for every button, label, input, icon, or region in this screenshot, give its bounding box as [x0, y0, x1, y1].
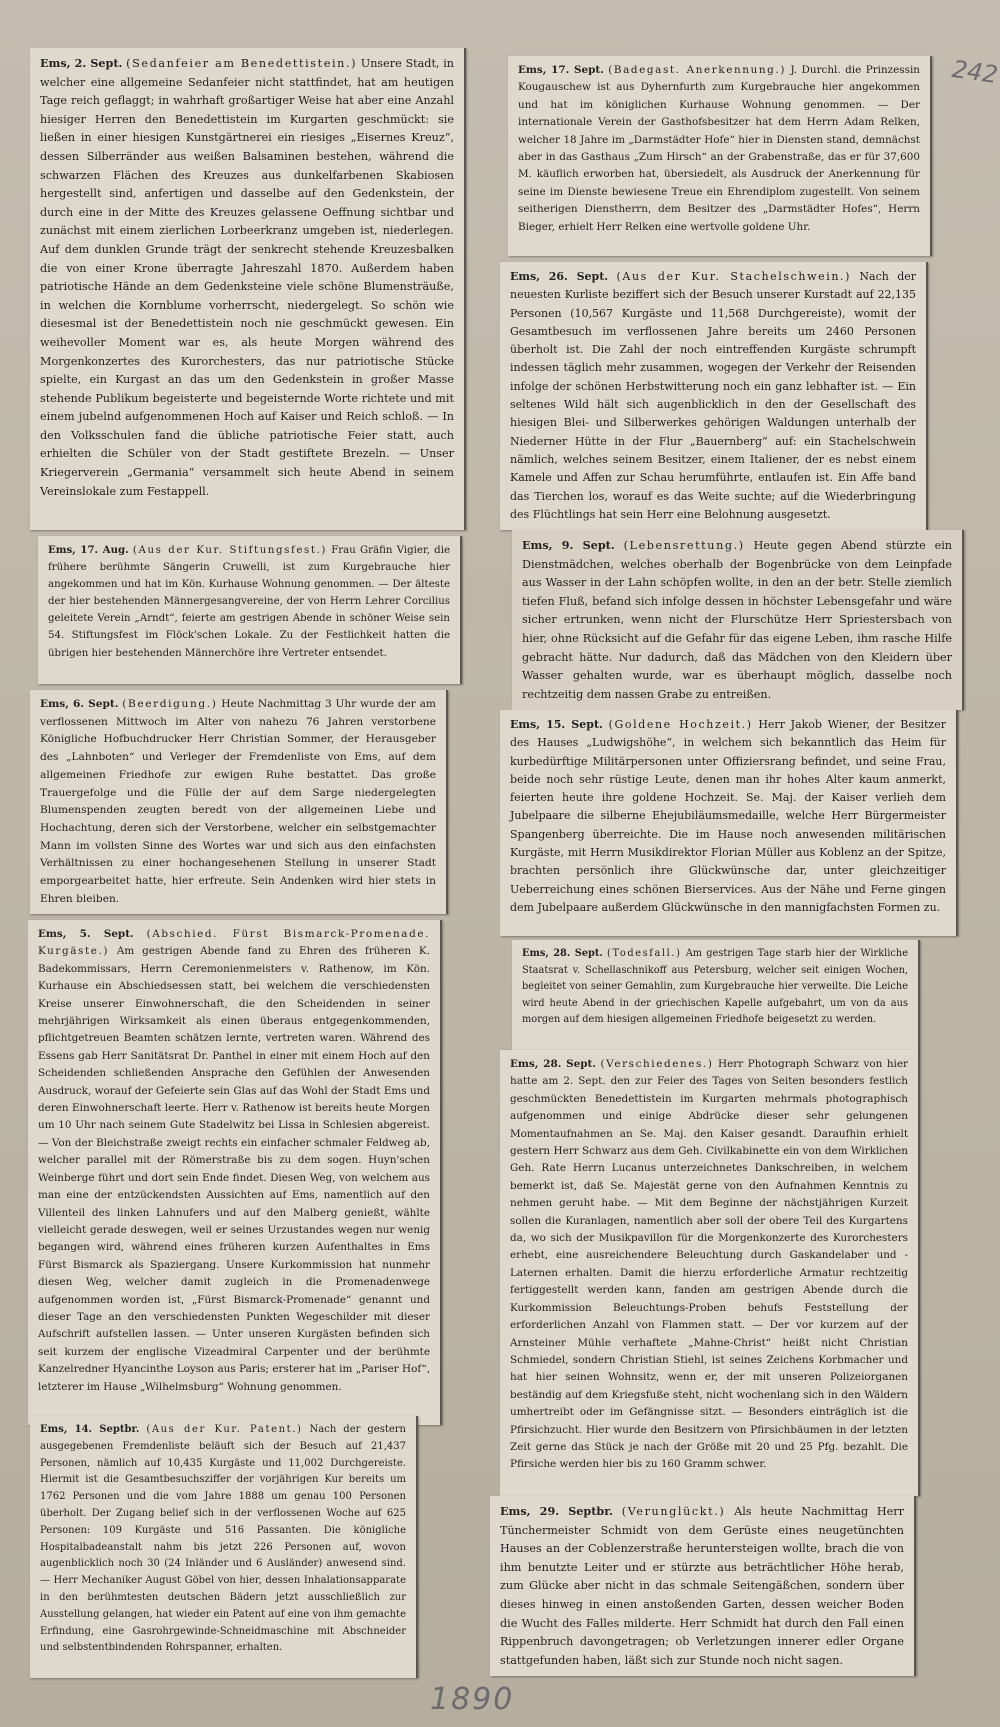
clipping-abschied	[28, 920, 442, 1425]
clipping-topic: (Verunglückt.)	[621, 1505, 726, 1518]
clipping-topic: (Aus der Kur. Stachelschwein.)	[616, 270, 852, 283]
clipping-body	[522, 946, 908, 1029]
clipping-body	[40, 1422, 406, 1657]
clipping-verunglueckt	[490, 1496, 916, 1676]
clipping-topic: (Abschied. Fürst Bismarck-Promenade. Kurgäste.)	[38, 928, 430, 958]
clipping-heading: Ems, 29. Septbr.	[500, 1504, 613, 1518]
clipping-heading: Ems, 9. Sept.	[522, 538, 615, 552]
clipping-body	[510, 268, 916, 524]
clipping-topic: (Todesfall.)	[607, 948, 682, 959]
clipping-heading: Ems, 14. Septbr.	[40, 1424, 140, 1435]
clipping-heading: Ems, 15. Sept.	[510, 718, 603, 731]
clipping-heading: Ems, 28. Sept.	[510, 1058, 596, 1070]
clipping-body	[40, 696, 436, 908]
clipping-topic: (Badegast. Anerkennung.)	[608, 64, 786, 76]
clipping-text: Frau Gräfin Vigier, die frühere berühmte Sängerin Cruwelli, ist zum Kurgebrauche hier angekommen und hat im Kön. Kurhause Wohnung genommen. — Der älteste der hier bestehenden Männergesangvereine, der von Herrn Lehrer Corcilius geleitete Verein „Arndt“, feierte am gestrigen Abende in schöner Weise sein 54. Stiftungsfest im Flöck'schen Lokale. Zu der Festlichkeit hatten die übrigen hier bestehenden Männerchöre ihre Vertreter entsendet.	[48, 545, 450, 659]
clipping-lebensrettung	[512, 530, 964, 710]
clipping-topic: (Aus der Kur. Patent.)	[146, 1424, 303, 1435]
clipping-stachelschwein	[500, 262, 928, 530]
clipping-topic: (Goldene Hochzeit.)	[608, 718, 753, 731]
clipping-body	[510, 1056, 908, 1474]
clipping-heading: Ems, 26. Sept.	[510, 270, 609, 283]
clipping-body	[48, 542, 450, 662]
clipping-patent	[30, 1416, 418, 1678]
clipping-body	[38, 926, 430, 1396]
clipping-topic: (Beerdigung.)	[122, 698, 218, 710]
page-number-annotation: 242	[950, 54, 1000, 90]
clipping-text: Als heute Nachmittag Herr Tünchermeister Schmidt von dem Gerüste eines neugetünchten Hauses an der Coblenzerstraße heruntersteigen wollte, brach die von ihm benutzte Leiter und er stürzte aus beträchtlicher Höhe herab, zum Glücke aber nicht in das schmale Seitengäßchen, sondern über dieses hinweg in einen anstoßenden Garten, dessen weicher Boden die Wucht des Falles milderte. Herr Schmidt hat durch den Fall einen Rippenbruch davongetragen; ob Verletzungen innerer edler Organe stattgefunden haben, läßt sich zur Stunde noch nicht sagen.	[500, 1505, 904, 1667]
clipping-heading: Ems, 2. Sept.	[40, 56, 123, 70]
clipping-beerdigung	[30, 690, 448, 914]
clipping-body	[510, 716, 946, 917]
year-annotation: 1890	[430, 1682, 515, 1717]
clipping-heading: Ems, 17. Sept.	[518, 64, 604, 76]
clipping-heading: Ems, 6. Sept.	[40, 698, 119, 710]
clipping-stiftungsfest	[38, 536, 462, 684]
clipping-body	[40, 54, 454, 501]
clipping-text: Heute gegen Abend stürzte ein Dienstmädchen, welches oberhalb der Bogenbrücke von dem Leinpfade aus Wasser in der Lahn schöpfen wollte, in den an der betr. Stelle ziemlich tiefen Fluß, befand sich infolge dessen in höchster Lebensgefahr und wäre sicher ertrunken, wenn nicht der Flurschütze Herr Spriestersbach von hier, ohne Rücksicht auf die Gefahr für das eigene Leben, ihm rasche Hilfe gebracht hätte. Nur dadurch, daß das Mädchen von den Kleidern über Wasser gehalten wurde, war es überhaupt möglich, dasselbe noch rechtzeitig dem nassen Grabe zu entreißen.	[522, 539, 952, 701]
clipping-body	[500, 1502, 904, 1670]
clipping-sedanfeier	[30, 48, 466, 530]
clipping-heading: Ems, 5. Sept.	[38, 928, 134, 940]
clipping-verschiedenes	[500, 1050, 920, 1496]
clipping-text: Am gestrigen Tage starb hier der Wirkliche Staatsrat v. Schellaschnikoff aus Petersburg, welcher seit einigen Wochen, begleitet von seiner Gemahlin, zum Kurgebrauche hier verweilte. Die Leiche wird heute Abend in der griechischen Kapelle aufgebahrt, um von da aus morgen auf dem hiesigen allgemeinen Friedhofe beigesetzt zu werden.	[522, 948, 908, 1025]
clipping-hochzeit	[500, 710, 958, 936]
clipping-heading: Ems, 28. Sept.	[522, 948, 603, 959]
clipping-topic: (Aus der Kur. Stiftungsfest.)	[132, 545, 327, 556]
clipping-body	[522, 536, 952, 704]
clipping-text: Herr Jakob Wiener, der Besitzer des Hauses „Ludwigshöhe“, in welchem sich bekanntlich das Heim für kurbedürftige Militärpersonen unter Offiziersrang befindet, und seine Frau, beide noch sehr rüstige Leute, denen man ihr hohes Alter kaum anmerkt, feierten heute ihre goldene Hochzeit. Se. Maj. der Kaiser verlieh dem Jubelpaare die silberne Ehejubiläumsmedaille, welche Herr Bürgermeister Spangenberg überreichte. Die im Hause noch anwesenden militärischen Kurgäste, mit Herrn Musikdirektor Florian Müller aus Koblenz an der Spitze, brachten persönlich ihre Glückwünsche dar, unter gleichzeitiger Ueberreichung eines schönen Bierservices. Aus der Nähe und Ferne gingen dem Jubelpaare außerdem Glückwünsche in den mannigfachsten Formen zu.	[510, 718, 946, 914]
clipping-text: Am gestrigen Abende fand zu Ehren des früheren K. Badekommissars, Herrn Ceremonienmeisters v. Rathenow, im Kön. Kurhause ein Abschiedsessen statt, bei welchem die verschiedensten Kreise unserer Einwohnerschaft, die den Scheidenden in seiner mehrjährigen Wirksamkeit als einen überaus entgegenkommenden, pflichtgetreuen Beamten schätzen lernte, vertreten waren. Während des Essens gab Herr Sanitätsrat Dr. Panthel in einer mit einem Hoch auf den Scheidenden schließenden Ansprache den Gefühlen der Anwesenden Ausdruck, worauf der Gefeierte sein Glas auf das Wohl der Stadt Ems und deren Einwohnerschaft leerte. Herr v. Rathenow ist bereits heute Morgen um 10 Uhr nach seinem Gute Stadelwitz bei Lissa in Schlesien abgereist. — Von der Bleichstraße zweigt rechts ein einfacher schmaler Feldweg ab, welcher parallel mit der Römerstraße bis zu dem sogen. Huyn'schen Weinberge führt und dort sein Ende findet. Diesen Weg, von welchem aus man eine der entzückendsten Aussichten auf Ems, namentlich auf den Villenteil des linken Lahnufers und auf den Malberg genießt, wählte vielleicht gerade deswegen, weil er seines Urzustandes wegen nur wenig begangen wird, während eines früheren kurzen Aufenthaltes in Ems Fürst Bismarck als Spaziergang. Unsere Kurkommission hat nunmehr diesen Weg, welcher damit zugleich in die Promenadenwege aufgenommen worden ist, „Fürst Bismarck-Promenade“ genannt und dieser Tage an den verschiedensten Punkten Wegeschilder mit dieser Aufschrift aufstellen lassen. — Unter unseren Kurgästen befinden sich seit kurzem der englische Vizeadmiral Carpenter und der berühmte Kanzelredner Hyancinthe Loyson aus Paris; ersterer hat im „Pariser Hof“, letzterer im Hause „Wilhelmsburg“ Wohnung genommen.	[38, 945, 430, 1393]
clipping-topic: (Verschiedenes.)	[600, 1058, 714, 1070]
clipping-body	[518, 62, 920, 236]
clipping-text: Heute Nachmittag 3 Uhr wurde der am verflossenen Mittwoch im Alter von nahezu 76 Jahren verstorbene Königliche Hofbuchdrucker Herr Christian Sommer, der Herausgeber des „Lahnboten“ und Verleger der Fremdenliste von Ems, auf dem allgemeinen Friedhofe zur ewigen Ruhe bestattet. Das große Trauergefolge und die Fülle der auf dem Sarge niedergelegten Blumenspenden zeugten beredt von der allgemeinen Liebe und Hochachtung, deren sich der Verstorbene, welcher ein selbstgemachter Mann im vollsten Sinne des Wortes war und sich aus den einfachsten Verhältnissen zu einer hochangesehenen Stellung in unserer Stadt emporgearbeitet hatte, hier erfreute. Sein Andenken wird hier stets in Ehren bleiben.	[40, 698, 436, 905]
clipping-text: Nach der neuesten Kurliste beziffert sich der Besuch unserer Kurstadt auf 22,135 Personen (10,567 Kurgäste und 11,568 Durchgereiste), womit der Gesamtbesuch im verflossenen Jahre bereits um 2460 Personen überholt ist. Die Zahl der noch eintreffenden Kurgäste schrumpft indessen täglich mehr zusammen, wogegen der Verkehr der Reisenden infolge der schönen Herbstwitterung noch ein ganz lebhafter ist. — Ein seltenes Wild hält sich augenblicklich in den der Gesellschaft des hiesigen Blei- und Silberwerkes gehörigen Waldungen unterhalb der Niederner Hütte in der Flur „Bauernberg“ auf: ein Stachelschwein nämlich, welches seinem Besitzer, einem Italiener, der es nebst einem Kamele und Affen zur Schau herumführte, entlaufen ist. Ein Affe band das Tierchen los, worauf es das Weite suchte; auf die Wiederbringung des Flüchtlings hat sein Herr eine Belohnung ausgesetzt.	[510, 270, 916, 521]
clipping-todesfall	[512, 940, 920, 1050]
clipping-badegast	[508, 56, 932, 256]
clipping-topic: (Sedanfeier am Benedettistein.)	[126, 57, 358, 70]
clipping-text: Nach der gestern ausgegebenen Fremdenliste beläuft sich der Besuch auf 21,437 Personen, nämlich auf 10,435 Kurgäste und 11,002 Durchgereiste. Hiermit ist die Gesamtbesuchsziffer der vorjährigen Kur bereits um 1762 Personen und die vom Jahre 1888 um genau 100 Personen überholt. Der Zugang belief sich in der verflossenen Woche auf 625 Personen: 109 Kurgäste und 516 Passanten. Die königliche Hospitalbadeanstalt nahm bis jetzt 226 Personen auf, wovon augenblicklich noch 30 (24 Inländer und 6 Ausländer) anwesend sind. — Herr Mechaniker August Göbel von hier, dessen Inhalationsapparate in den berühmtesten deutschen Bädern jetzt ausschließlich zur Ausstellung gelangen, hat wieder ein Patent auf eine von ihm gemachte Erfindung, eine Gasrohrgewinde-Schneidmaschine mit Abschneider und selbstentbindenden Rohrspanner, erhalten.	[40, 1424, 406, 1654]
clipping-text: J. Durchl. die Prinzessin Kougauschew ist aus Dyhernfurth zum Kurgebrauche hier angekommen und hat im königlichen Kurhause Wohnung genommen. — Der internationale Verein der Gasthofsbesitzer hat dem Herrn Adam Relken, welcher 18 Jahre im „Darmstädter Hofe“ hier in Diensten stand, demnächst aber in das Gasthaus „Zum Hirsch“ an der Grabenstraße, das er für 37,600 M. käuflich erworben hat, übersiedelt, als Ausdruck der Anerkennung für seine im Dienste bewiesene Treue ein Ehrendiplom zugestellt. Von seinem seitherigen Dienstherrn, dem Besitzer des „Darmstädter Hofes“, Herrn Bieger, erhielt Herr Relken eine wertvolle goldene Uhr.	[518, 64, 920, 233]
clipping-heading: Ems, 17. Aug.	[48, 544, 129, 556]
clipping-text: Herr Photograph Schwarz von hier hatte am 2. Sept. den zur Feier des Tages von Seiten besonders festlich geschmückten Benedettistein im Kurgarten mehrmals photographisch aufgenommen und einige Abdrücke dieser sehr gelungenen Momentaufnahmen an Se. Maj. den Kaiser gesandt. Daraufhin erhielt gestern Herr Schwarz aus dem Geh. Civilkabinette ein von dem Wirklichen Geh. Rate Herrn Lucanus unterzeichnetes Dankschreiben, in welchem bemerkt ist, daß Se. Majestät gerne von den Aufnahmen Kenntnis zu nehmen geruht habe. — Mit dem Beginne der nächstjährigen Kurzeit sollen die Kuranlagen, namentlich aber soll der obere Teil des Kurgartens da, wo sich der Musikpavillon für die Morgenkonzerte des Kurorchesters erhebt, eine ausreichendere Beleuchtung durch Gaskandelaber und -Laternen erhalten. Damit die hierzu erforderliche Armatur rechtzeitig fertiggestellt werden kann, fanden am gestrigen Abende durch die Kurkommission Beleuchtungs-Proben behufs Feststellung der erforderlichen Anzahl von Flammen statt. — Der vor kurzem auf der Arnsteiner Mühle verhaftete „Mahne-Christ“ heißt nicht Christian Schmiedel, sondern Christian Stiehl, ist seines Zeichens Korbmacher und hat hier seinen Wohnsitz, wenn er, der mit unseren Polizeiorganen beständig auf dem Kriegsfuße steht, nicht wochenlang sich in den Wäldern umhertreibt oder im Gefängnisse sitzt. — Besonders einträglich ist die Pfirsichzucht. Hier wurde den Besitzern von Pfirsichbäumen in der letzten Zeit gerne das Stück je nach der Größe mit 20 und 25 Pfg. bezahlt. Die Pfirsiche werden hier bis zu 160 Gramm schwer.	[510, 1058, 908, 1471]
clipping-topic: (Lebensrettung.)	[623, 539, 745, 552]
clipping-text: Unsere Stadt, in welcher eine allgemeine Sedanfeier nicht stattfindet, hat am heutigen Tage reich geflaggt; in wahrhaft großartiger Weise hat aber eine Anzahl hiesiger Herren den Benedettistein im Kurgarten geschmückt: sie ließen in einer hiesigen Kunstgärtnerei ein riesiges „Eisernes Kreuz“, dessen Silberränder aus weißen Balsaminen bestehen, während die schwarzen Flächen des Kreuzes aus dunkelfarbenen Skabiosen hergestellt sind, anfertigen und dasselbe auf den Gedenkstein, der durch eine in der Mitte des Kreuzes gelassene Oeffnung sichtbar und zunächst mit einem zierlichen Lorbeerkranz umgeben ist, niederlegen. Auf dem dunklen Grunde trägt der senkrecht stehende Kreuzesbalken die von einer Krone überragte Jahreszahl 1870. Außerdem haben patriotische Hände an dem Gedenksteine viele schöne Blumensträuße, in welchen die Kornblume vorherrscht, niedergelegt. So schön wie diesesmal ist der Benedettistein noch nie geschmückt gewesen. Ein weihevoller Moment war es, als heute Morgen während des Morgenkonzertes des Kurorchesters, das nur patriotische Stücke spielte, ein Kurgast an das um den Gedenkstein in großer Masse stehende Publikum begeisterte und begeisternde Worte richtete und mit einem jubelnd aufgenommenen Hoch auf Kaiser und Reich schloß. — In den Volksschulen fand die übliche patriotische Feier statt, auch erhielten die Schüler von der Stadt gestiftete Brezeln. — Unser Kriegerverein „Germania“ versammelt sich heute Abend in seinem Vereinslokale zum Festappell.	[40, 57, 454, 498]
